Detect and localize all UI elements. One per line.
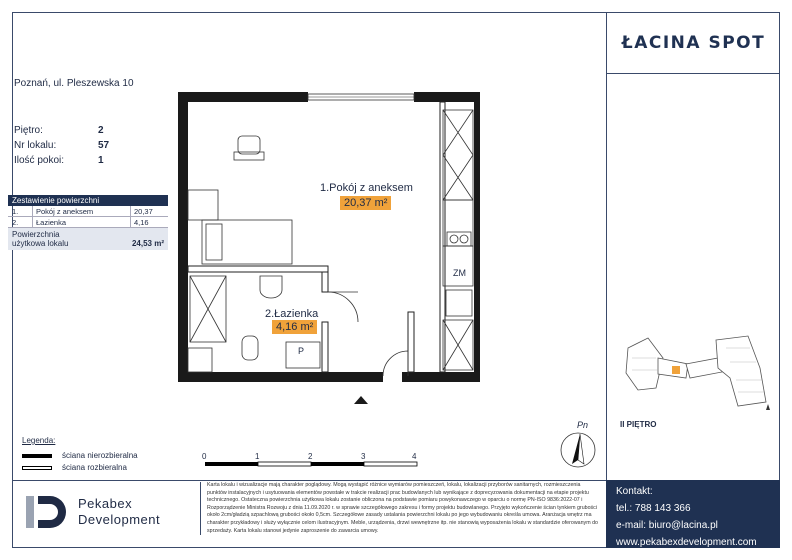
- summary-row-label: Pokój z aneksem: [32, 206, 93, 217]
- room-label-bathroom: 2.Łazienka: [265, 308, 319, 320]
- summary-total-label-2: użytkowa lokalu: [12, 239, 69, 248]
- contact-phone[interactable]: tel.: 788 143 366: [616, 503, 691, 514]
- address: Poznań, ul. Pleszewska 10: [14, 78, 134, 89]
- summary-row-area: 4,16: [130, 217, 149, 228]
- summary-row: [8, 217, 168, 228]
- fridge-label: ZM: [453, 268, 466, 278]
- disclaimer: Karta lokalu i wizualizacje mają charakter poglądowy. Mogą wystąpić różnice wymiarów pomieszczeń, lokalu, lokalizacji przyborów sanitarnych, rozmieszczenia punktów instalacyjnych i usytuowania elementów powstałe w trakcie realizacji prac budowlanych lub wynikające z doprecyzowania dokumentacji na etapie projektu technicznego. Ostateczna powierzchnia użytkowa lokalu zostanie obliczona na podstawie pomiaru powykonawczego w oparciu o normę PN-ISO 9836:2022-07 i Rozporządzenie Ministra Rozwoju z dnia 11.09.2020 r. w sprawie szczegółowego zakresu i formy projektu budowlanego. Przyjęto wykończenie ścian tynkiem grubości około 2cm/gładzią szpachlową grubości około 0,5cm. Szczegółowe zasady ustalania powierzchni lokalu po jego wybudowaniu określa umowa. Aranżacja wnętrz ma charakter przykładowy i służy wyłącznie celom ilustracyjnym. Meble, urządzenia, drzwi wewnętrzne itp. nie stanowią wyposażenia lokalu w standardzie oferowanym do sprzedaży. Karta lokalu stanowi jedynie zaproszenie do zawarcia umowy.: [200, 482, 600, 535]
- building-key-plan: [618, 328, 778, 412]
- scale-tick: 2: [308, 452, 313, 461]
- brand-logo: ŁACINA SPOT: [621, 32, 766, 53]
- legend-item-load-bearing: [22, 451, 138, 460]
- summary-row-area: 20,37: [130, 206, 153, 217]
- legend-title: Legenda:: [22, 436, 56, 445]
- summary-total-value: 24,53 m²: [131, 239, 164, 248]
- detail-value: 1: [98, 155, 104, 166]
- pekabex-logo-icon: [24, 492, 68, 532]
- detail-value: 2: [98, 125, 104, 136]
- contact-box: [606, 480, 780, 548]
- north-label: Pn: [577, 420, 589, 430]
- scale-tick: 1: [255, 452, 260, 461]
- summary-total-label-1: Powierzchnia: [12, 230, 60, 239]
- legend-swatch: [22, 466, 52, 470]
- room-label-living: 1.Pokój z aneksem: [320, 182, 413, 194]
- floor-label: II PIĘTRO: [620, 420, 657, 429]
- developer-name-1: Pekabex: [78, 496, 133, 511]
- contact-website[interactable]: www.pekabexdevelopment.com: [616, 537, 757, 548]
- floor-plan: [150, 80, 480, 410]
- entrance-arrow: [354, 396, 368, 404]
- scale-bar: [200, 452, 420, 474]
- summary-row-label: Łazienka: [32, 217, 66, 228]
- contact-title: Kontakt:: [616, 486, 653, 497]
- north-arrow-icon: [558, 430, 598, 470]
- room-area-bathroom: 4,16 m²: [272, 320, 317, 334]
- room-area-living: 20,37 m²: [340, 196, 391, 210]
- info-panel: [606, 12, 780, 548]
- summary-row-number: 1.: [12, 207, 19, 216]
- legend-label: ściana rozbieralna: [62, 463, 127, 472]
- detail-rooms-count: [14, 155, 104, 166]
- developer-name-2: Development: [78, 512, 161, 527]
- legend-label: ściana nierozbieralna: [62, 451, 138, 460]
- legend-item-partition: [22, 463, 138, 472]
- contact-email[interactable]: e-mail: biuro@lacina.pl: [616, 520, 718, 531]
- detail-label: Ilość pokoi:: [14, 155, 65, 166]
- legend: [22, 436, 138, 475]
- summary-total: [8, 228, 168, 250]
- summary-title: Zestawienie powierzchni: [8, 195, 168, 206]
- summary-row: [8, 206, 168, 217]
- unit-highlight: [672, 366, 680, 374]
- detail-unit-number: [14, 140, 110, 151]
- detail-label: Piętro:: [14, 125, 43, 136]
- detail-label: Nr lokalu:: [14, 140, 57, 151]
- washer-label: P: [298, 346, 305, 356]
- brand-box: [607, 12, 780, 74]
- summary-row-number: 2.: [12, 218, 19, 227]
- developer-logo: [24, 492, 160, 532]
- detail-floor: [14, 125, 104, 136]
- scale-tick: 3: [361, 452, 366, 461]
- scale-tick: 0: [202, 452, 207, 461]
- legend-swatch: [22, 454, 52, 458]
- detail-value: 57: [98, 140, 110, 151]
- scale-tick: 4: [412, 452, 417, 461]
